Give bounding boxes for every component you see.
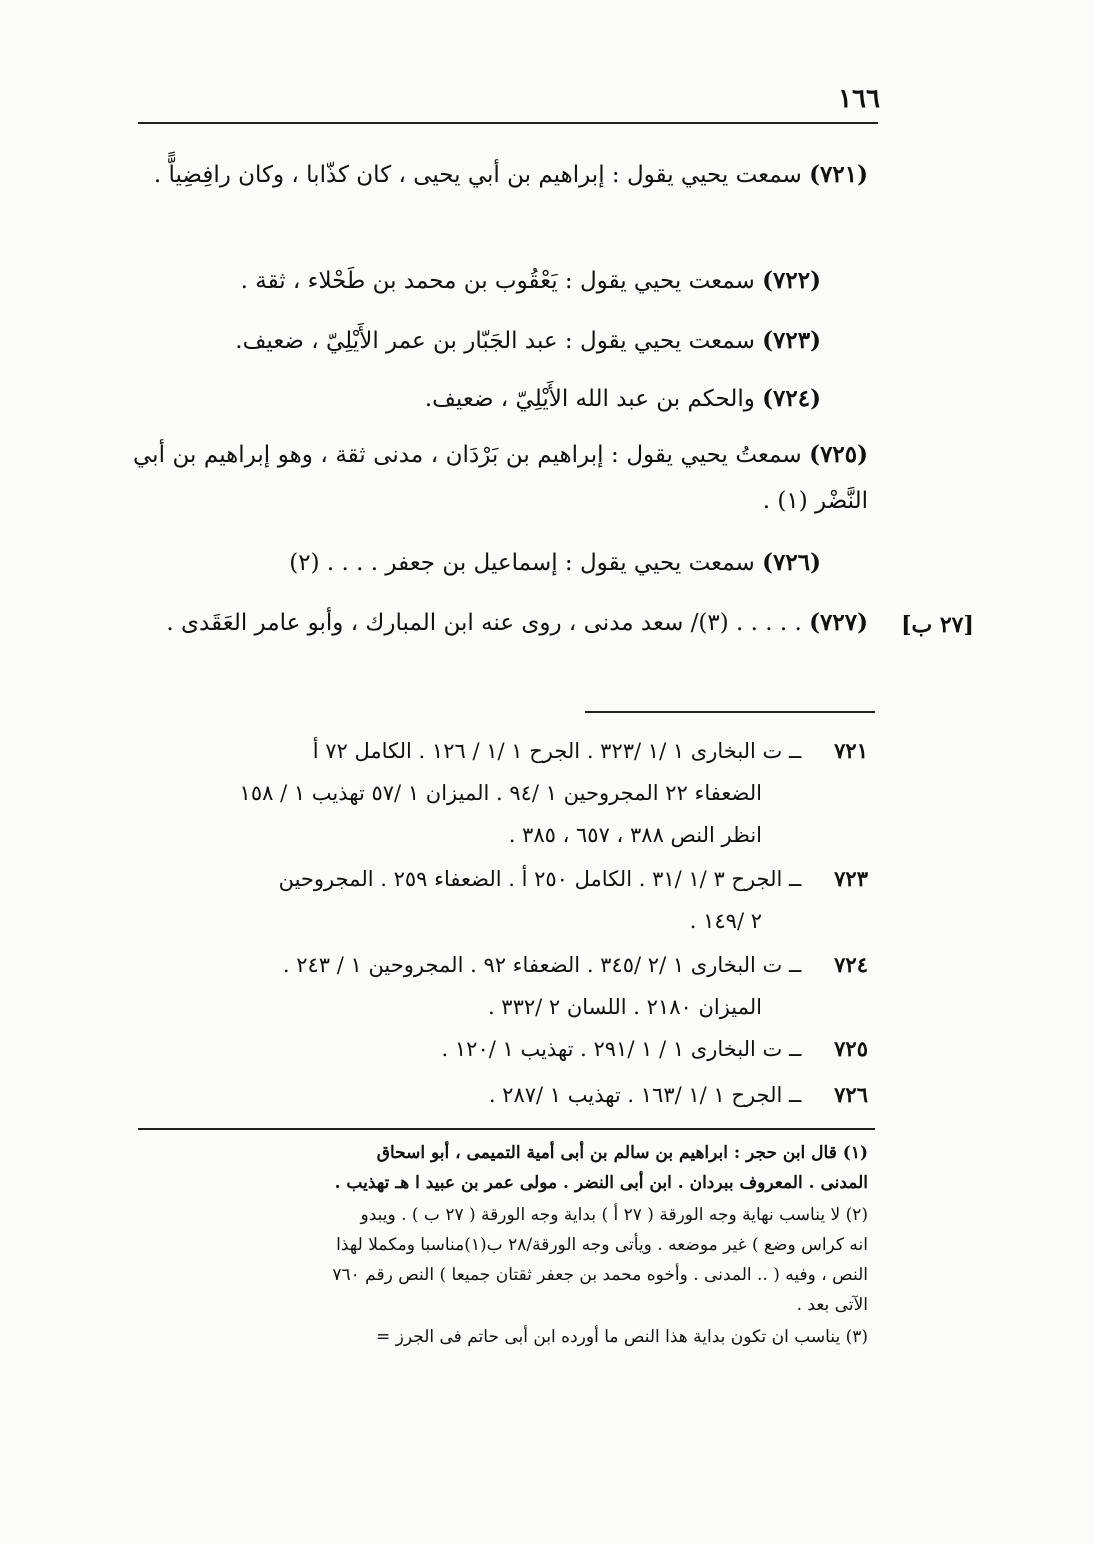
footnote-text: الآتى بعد . — [796, 1295, 868, 1315]
footnote-text: (١) قال ابن حجر : ابراهيم بن سالم بن أبى أمية التميمى ، أبو اسحاق — [376, 1143, 868, 1163]
reference-text: ــ ت البخارى ١ /١ /٣٢٣ . الجرح ١ /١ / ١٢٦ . الكامل ٧٢ أ — [312, 739, 802, 763]
margin-note: [٢٧ ب] — [901, 612, 974, 638]
entry-721 — [133, 152, 868, 198]
entry-724 — [221, 376, 821, 422]
footnote-text: (٢) لا يناسب نهاية وجه الورقة ( ٢٧ أ ) بداية وجه الورقة ( ٢٧ ب ) . ويبدو — [360, 1205, 868, 1225]
bottom-rule — [138, 1128, 875, 1130]
reference-text: الضعفاء ٢٢ المجروحين ١ /٩٤ . الميزان ١ /٥٧ تهذيب ١ / ١٥٨ — [239, 781, 762, 805]
entry-text: سمعت يحيي يقول : يَعْقُوب بن محمد بن طَحْلاء ، ثقة . — [240, 268, 755, 294]
entry-number: (٧٢٣) — [762, 327, 821, 354]
reference-number: ٧٢٦ — [834, 1082, 868, 1107]
reference-text: ــ الجرح ٣ /١ /٣١ . الكامل ٢٥٠ أ . الضعفاء ٢٥٩ . المجروحين — [278, 867, 802, 891]
reference-text: ــ ت البخارى ١ / ١ /٢٩١ . تهذيب ١ /١٢٠ . — [441, 1037, 802, 1061]
reference-726 — [133, 1074, 868, 1116]
reference-text: انظر النص ٣٨٨ ، ٦٥٧ ، ٣٨٥ . — [508, 823, 762, 847]
entry-722 — [221, 258, 821, 304]
entry-725 — [133, 432, 868, 524]
entry-text: سمعت يحيي يقول : عبد الجَبّار بن عمر الأَيْلِيّ ، ضعيف. — [235, 328, 755, 354]
footnote-text: المدنى . المعروف ببردان . ابن أبى النضر . مولى عمر بن عبيد ا هـ تهذيب . — [334, 1173, 868, 1193]
footnote-text: النص ، وفيه ( .. المدنى . وأخوه محمد بن جعفر ثقتان جميعا ) النص رقم ٧٦٠ — [332, 1265, 868, 1285]
entry-726 — [221, 540, 821, 586]
entry-text: سمعت يحيي يقول : إبراهيم بن أبي يحيى ، كان كذّابا ، وكان رافِضِياًّ . — [153, 162, 802, 188]
reference-text: ــ الجرح ١ /١ /١٦٣ . تهذيب ١ /٢٨٧ . — [488, 1083, 802, 1107]
entry-number: (٧٢٧) — [809, 609, 868, 636]
reference-725 — [133, 1028, 868, 1070]
reference-number: ٧٢١ — [834, 738, 868, 763]
reference-721 — [133, 730, 868, 856]
reference-724 — [133, 944, 868, 1028]
reference-text: ٢ /١٤٩ . — [689, 909, 762, 933]
reference-723 — [133, 858, 868, 942]
reference-text: ــ ت البخارى ١ /٢ /٣٤٥ . الضعفاء ٩٢ . المجروحين ١ / ٢٤٣ . — [282, 953, 802, 977]
page-number: ١٦٦ — [838, 84, 880, 114]
entry-723 — [221, 318, 821, 364]
footnote-2 — [133, 1200, 868, 1320]
entry-number: (٧٢٥) — [809, 441, 869, 468]
entry-number: (٧٢٦) — [762, 549, 821, 576]
footnote-3 — [133, 1322, 868, 1352]
reference-number: ٧٢٣ — [834, 866, 868, 891]
footnote-1 — [133, 1138, 868, 1198]
header-rule — [138, 122, 878, 124]
reference-text: الميزان ٢١٨٠ . اللسان ٢ /٣٣٢ . — [487, 995, 762, 1019]
entry-number: (٧٢٢) — [762, 267, 821, 294]
footnote-text: انه كراس وضع ) غير موضعه . ويأتى وجه الورقة/٢٨ ب(١)مناسبا ومكملا لهذا — [336, 1235, 868, 1255]
footnote-text: (٣) يناسب ان تكون بداية هذا النص ما أورده ابن أبى حاتم فى الجرز = — [376, 1327, 868, 1347]
mid-rule — [585, 711, 875, 713]
reference-number: ٧٢٥ — [834, 1036, 868, 1061]
entry-text: سمعتُ يحيي يقول : إبراهيم بن بَرْدَان ، مدنى ثقة ، وهو إبراهيم بن أبي النَّضْر (١) . — [133, 442, 868, 514]
reference-number: ٧٢٤ — [834, 952, 868, 977]
entry-text: سمعت يحيي يقول : إسماعيل بن جعفر . . . . (٢) — [289, 550, 755, 576]
entry-727 — [133, 600, 868, 646]
entry-number: (٧٢١) — [809, 161, 868, 188]
entry-text: . . . . . (٣)/ سعد مدنى ، روى عنه ابن المبارك ، وأبو عامر العَقَدى . — [166, 610, 802, 636]
entry-number: (٧٢٤) — [762, 385, 821, 412]
entry-text: والحكم بن عبد الله الأَيْلِيّ ، ضعيف. — [424, 386, 755, 412]
